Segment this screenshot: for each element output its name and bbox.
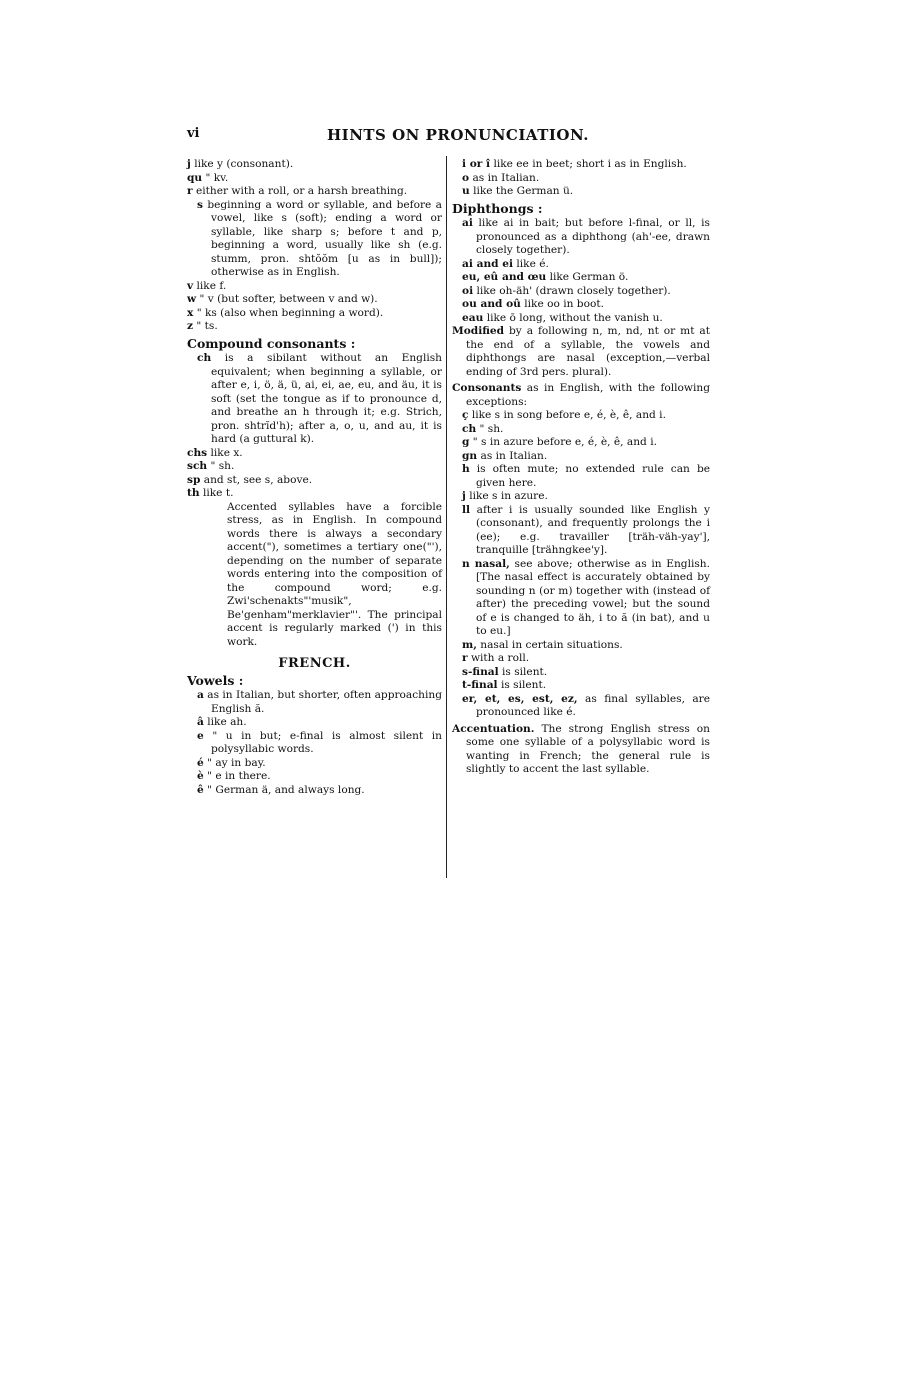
list-item: ai and ei like é. xyxy=(462,257,549,270)
compound-consonant-list xyxy=(187,352,442,501)
list-item: i or î like ee in beet; short i as in English. xyxy=(462,158,687,170)
list-item: o as in Italian. xyxy=(462,171,540,184)
list-item: eu, eû and œu like German ö. xyxy=(462,271,629,283)
list-item: ch is a sibilant without an English equivalent; when beginning a syllable, or after e, i, ö, ä, ü, ai, ei, ae, eu, and äu, it is soft (set the tongue as if to pronounce d, and breathe an h through it; e.g. Strich, pron. shtrĭd'h); after a, o, u, and au, it is hard (a guttural k). xyxy=(197,352,442,445)
list-item: j like y (consonant). xyxy=(187,158,294,170)
list-item: s beginning a word or syllable, and before a vowel, like s (soft); ending a word or syllable, like sharp s; before t and p, beginning a word, usually like sh (e.g. stumm, pron. shtŏŏm [u as in bull]); otherwise as in English. xyxy=(197,198,442,278)
list-item: u like the German ü. xyxy=(462,185,574,197)
list-item: oi like oh-äh' (drawn closely together). xyxy=(462,284,671,297)
list-item: a as in Italian, but shorter, often approaching English ă. xyxy=(197,689,442,715)
vowels-heading: Vowels : xyxy=(187,672,244,688)
list-item: j like s in azure. xyxy=(462,490,548,502)
page-number: vi xyxy=(187,126,200,141)
list-item: g " s in azure before e, é, è, ê, and i. xyxy=(462,436,657,448)
list-item: sp and st, see s, above. xyxy=(187,473,313,486)
left-column xyxy=(187,158,442,797)
list-item: â like ah. xyxy=(197,716,247,728)
list-item: r with a roll. xyxy=(462,652,530,664)
page-header xyxy=(187,126,709,146)
right-column xyxy=(452,158,710,777)
list-item: v like f. xyxy=(187,279,227,292)
list-item: s-final is silent. xyxy=(462,665,548,678)
list-item: chs like x. xyxy=(187,446,243,459)
diphthongs-heading: Diphthongs : xyxy=(452,200,543,216)
diphthong-list xyxy=(452,217,710,325)
modified-rule: Modified by a following n, m, nd, nt or mt at the end of a syllable, the vowels and diphthongs are nasal (exception,—verbal ending of 3rd pers. plural). xyxy=(452,325,710,378)
list-item: x " ks (also when beginning a word). xyxy=(187,306,384,319)
list-item: m, nasal in certain situations. xyxy=(462,638,623,651)
french-heading: FRENCH. xyxy=(278,656,351,671)
list-item: gn as in Italian. xyxy=(462,449,548,462)
consonants-rule: Consonants as in English, with the following exceptions: xyxy=(452,382,710,408)
list-item: qu " kv. xyxy=(187,171,229,184)
list-item: er, et, es, est, ez, as final syllables, are pronounced like é. xyxy=(462,692,711,718)
french-vowel-list-cont xyxy=(452,158,710,199)
list-item: ch " sh. xyxy=(462,422,504,435)
german-consonant-list xyxy=(187,158,442,334)
list-item: r either with a roll, or a harsh breathing. xyxy=(187,185,408,197)
list-item: th like t. xyxy=(187,487,234,499)
column-divider xyxy=(446,156,447,878)
compound-consonants-heading: Compound consonants : xyxy=(187,335,356,351)
french-consonant-list xyxy=(452,409,710,720)
french-vowel-list xyxy=(187,689,442,797)
list-item: ou and oû like oo in boot. xyxy=(462,298,604,310)
list-item: é " ay in bay. xyxy=(197,756,266,769)
list-item: t-final is silent. xyxy=(462,679,547,691)
list-item: z " ts. xyxy=(187,320,218,332)
list-item: ai like ai in bait; but before l-final, or ll, is pronounced as a diphthong (ah'-ee, drawn closely together). xyxy=(462,217,710,256)
list-item: sch " sh. xyxy=(187,460,235,472)
list-item: ç like s in song before e, é, è, ê, and i. xyxy=(462,409,666,421)
list-item: è " e in there. xyxy=(197,770,271,782)
list-item: e " u in but; e-final is almost silent in polysyllabic words. xyxy=(197,729,442,755)
list-item: eau like ō long, without the vanish u. xyxy=(462,311,663,324)
list-item: w " v (but softer, between v and w). xyxy=(187,293,378,305)
list-item: ll after i is usually sounded like English y (consonant), and frequently prolongs the i (ee); e.g. travailler [träh-väh-yay'], tranquille [trähngkee'y]. xyxy=(462,503,710,556)
running-title: HINTS ON PRONUNCIATION. xyxy=(327,126,589,144)
list-item: h is often mute; no extended rule can be given here. xyxy=(462,463,710,489)
accentuation-rule: Accentuation. The strong English stress on some one syllable of a polysyllabic word is wanting in French; the general rule is slightly to accent the last syllable. xyxy=(452,722,710,775)
list-item: ê " German ä, and always long. xyxy=(197,783,365,796)
list-item: n nasal, see above; otherwise as in English. [The nasal effect is accurately obtained by sounding n (or m) together with (instead of after) the preceding vowel; but the sound of e is changed to äh, i to ă (in bat), and u to eu.] xyxy=(462,557,710,637)
accent-note: Accented syllables have a forcible stress, as in English. In compound words there is always a secondary accent("), sometimes a tertiary one("'), depending on the number of separate words entering into the composition of the compound word; e.g. Zwi'schenakts"'musik", Be'genham"merklavier"'. The principal accent is regularly marked (') in this work. xyxy=(227,500,442,648)
